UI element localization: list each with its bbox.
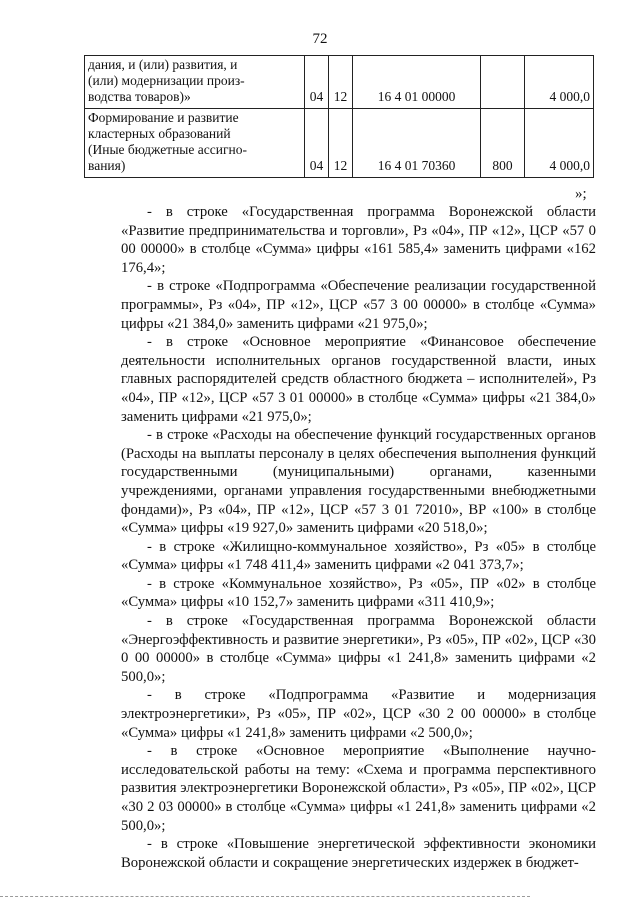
table-cell-name (85, 56, 305, 109)
cell-name-line: вания) (88, 158, 126, 173)
cell-name-line: (или) модернизации произ- (88, 73, 245, 88)
table-row (85, 56, 594, 109)
amendment-paragraph: - в строке «Жилищно-коммунальное хозяйство», Рз «05» в столбце «Сумма» цифры «1 748 411,4» заменить цифрами «2 041 373,7»; (121, 538, 596, 574)
table-cell-rz: 04 (305, 56, 329, 109)
amendment-paragraph: - в строке «Государственная программа Воронежской области «Развитие предпринимательства и торговли», Рз «04», ПР «12», ЦСР «57 0 00 00000» в столбце «Сумма» цифры «161 585,4» заменить цифрами «162 176,4»; (121, 204, 596, 276)
cell-name-line: Формирование и развитие (88, 110, 239, 125)
page-number: 72 (312, 31, 328, 47)
table-cell-name (85, 109, 305, 178)
table-cell-sum: 4 000,0 (525, 109, 594, 178)
amendment-paragraph: - в строке «Основное мероприятие «Финансовое обеспечение деятельности исполнительных органов государственной власти, иных главных распорядителей средств областного бюджета – исполнителей», Рз «04», ПР «12», ЦСР «57 3 01 00000» в столбце «Сумма» цифры «21 384,0» заменить цифрами «21 975,0»; (121, 334, 596, 425)
amendment-paragraph: - в строке «Расходы на обеспечение функций государственных органов (Расходы на выплаты персоналу в целях обеспечения выполнения функций государственными (муниципальными) органами, казенными учреждениями, органами управления государственными внебюджетными фондами)», Рз «04», ПР «12», ЦСР «57 3 01 72010», ВР «100» в столбце «Сумма» цифры «19 927,0» заменить цифрами «20 518,0»; (121, 427, 596, 537)
budget-table (84, 55, 594, 178)
amendments-text (121, 203, 596, 872)
table-cell-csr: 16 4 01 00000 (353, 56, 481, 109)
cell-name-line: дания, и (или) развития, и (88, 57, 238, 72)
table-closing-mark: »; (575, 186, 587, 202)
amendment-paragraph: - в строке «Подпрограмма «Развитие и модернизация электроэнергетики», Рз «05», ПР «02», ЦСР «30 2 00 00000» в столбце «Сумма» цифры «1 241,8» заменить цифрами «2 500,0»; (121, 687, 596, 741)
page-bottom-edge (0, 896, 530, 897)
table-cell-csr: 16 4 01 70360 (353, 109, 481, 178)
cell-name-line: водства товаров)» (88, 89, 191, 104)
amendment-paragraph: - в строке «Повышение энергетической эффективности экономики Воронежской области и сокращение энергетических издержек в бюджет- (121, 836, 596, 871)
table-row (85, 109, 594, 178)
amendment-paragraph: - в строке «Коммунальное хозяйство», Рз «05», ПР «02» в столбце «Сумма» цифры «10 152,7» заменить цифрами «311 410,9»; (121, 575, 596, 611)
amendment-paragraph: - в строке «Основное мероприятие «Выполнение научно-исследовательской работы на тему: «Схема и программа перспективного развития электроэнергетики Воронежской области», Рз «05», ПР «02», ЦСР «30 2 03 00000» в столбце «Сумма» цифры «1 241,8» заменить цифрами «2 500,0»; (121, 743, 596, 834)
amendment-paragraph: - в строке «Подпрограмма «Обеспечение реализации государственной программы», Рз «04», ПР «12», ЦСР «57 3 00 00000» в столбце «Сумма» цифры «21 384,0» заменить цифрами «21 975,0»; (121, 278, 596, 332)
table-cell-rz: 04 (305, 109, 329, 178)
table-cell-sum: 4 000,0 (525, 56, 594, 109)
table-cell-pr: 12 (329, 109, 353, 178)
amendment-paragraph: - в строке «Государственная программа Воронежской области «Энергоэффективность и развитие энергетики», Рз «05», ПР «02», ЦСР «30 0 00 00000» в столбце «Сумма» цифры «1 241,8» заменить цифрами «2 500,0»; (121, 613, 596, 685)
cell-name-line: (Иные бюджетные ассигно- (88, 142, 247, 157)
cell-name-line: кластерных образований (88, 126, 231, 141)
table-cell-vr (481, 56, 525, 109)
table-cell-vr: 800 (481, 109, 525, 178)
table-cell-pr: 12 (329, 56, 353, 109)
